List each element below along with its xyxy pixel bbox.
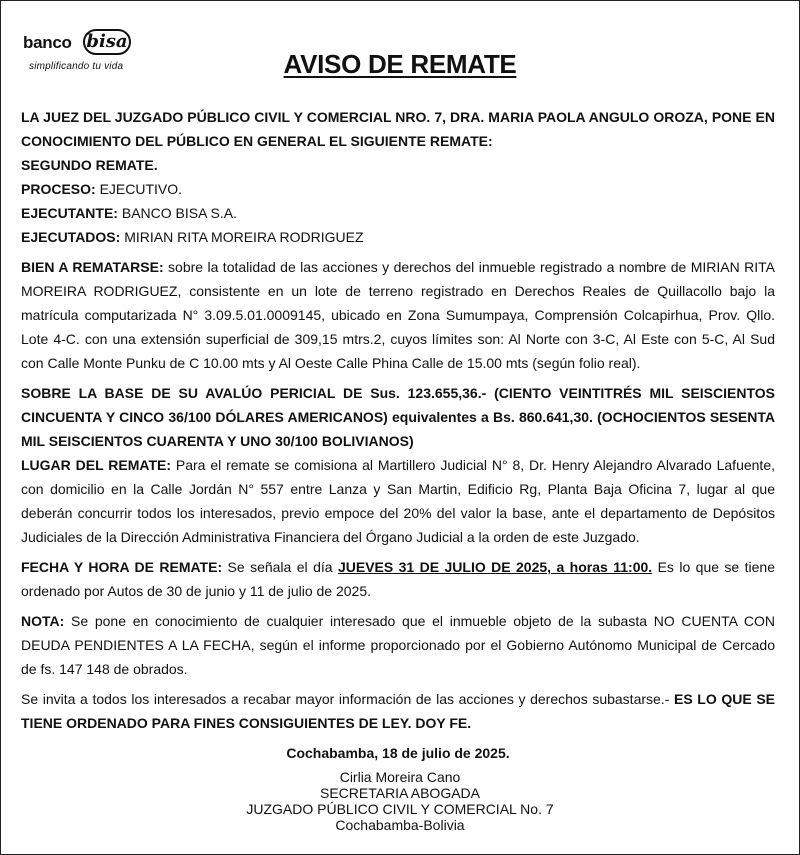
logo-badge: bisa: [83, 29, 131, 55]
notice-title-text: AVISO DE REMATE: [283, 49, 517, 79]
signature-role: SECRETARIA ABOGADA: [319, 785, 480, 801]
signature-city: Cochabamba-Bolivia: [335, 817, 465, 833]
field-ejecutados: [21, 225, 775, 249]
intro-paragraph: LA JUEZ DEL JUZGADO PÚBLICO CIVIL Y COMERCIAL NRO. 7, DRA. MARIA PAOLA ANGULO OROZA, PONE EN CONOCIMIENTO DEL PÚBLICO EN GENERAL EL SIGUIENTE REMATE:: [21, 109, 775, 149]
fecha-label: FECHA Y HORA DE REMATE:: [21, 559, 223, 575]
field-label: EJECUTADOS:: [21, 229, 121, 245]
lugar-label: LUGAR DEL REMATE:: [21, 457, 172, 473]
base-paragraph: SOBRE LA BASE DE SU AVALÚO PERICIAL DE Sus. 123.655,36.- (CIENTO VEINTITRÉS MIL SEISCIENTOS CINCUENTA Y CINCO 36/100 DÓLARES AMERICANOS) equivalentes a Bs. 860.641,30. (OCHOCIENTOS SESENTA MIL SEISCIENTOS CUARENTA Y UNO 30/100 BOLIVIANOS): [21, 385, 775, 449]
logo-tagline: simplificando tu vida: [29, 61, 124, 72]
place-date: Cochabamba, 18 de julio de 2025.: [286, 745, 510, 761]
invita-text: Se invita a todos los interesados a recabar mayor información de las acciones y derechos subastarse.-: [21, 691, 674, 707]
lugar-paragraph: [21, 453, 775, 549]
fecha-pre: Se señala el día: [222, 559, 338, 575]
nota-paragraph: [21, 609, 775, 681]
logo-word: banco: [23, 33, 72, 52]
notice-body: [21, 105, 775, 765]
fecha-paragraph: [21, 555, 775, 603]
nota-text: Se pone en conocimiento de cualquier interesado que el inmueble objeto de la subasta NO CUENTA CON DEUDA PENDIENTES A LA FECHA, según el informe proporcionado por el Gobierno Autónomo Municipal de Cercado de fs. 147 148 de obrados.: [21, 613, 775, 677]
invita-paragraph: [21, 687, 775, 735]
signature-name: Cirlia Moreira Cano: [339, 769, 461, 785]
fecha-highlight: JUEVES 31 DE JULIO DE 2025, a horas 11:00.: [337, 559, 653, 575]
field-value: EJECUTIVO.: [95, 181, 183, 197]
notice-title: [1, 49, 799, 80]
fecha-post: Es lo que se tiene ordenado por Autos de 30 de junio y 11 de julio de 2025.: [21, 559, 776, 599]
signature-block: [1, 769, 799, 833]
lugar-text: Para el remate se comisiona al Martillero Judicial N° 8, Dr. Henry Alejandro Alvarado Lafuente, con domicilio en la Calle Jordán N° 557 entre Lanza y San Martin, Edificio Rg, Planta Baja Oficina 7, lugar al que deberán concurrir todos los interesados, previo empoce del 20% del valor la base, ante el departamento de Depósitos Judiciales de la Dirección Administrativa Financiera del Órgano Judicial a la orden de este Juzgado.: [21, 457, 775, 545]
field-proceso: [21, 177, 775, 201]
bien-text: sobre la totalidad de las acciones y derechos del inmueble registrado a nombre de MIRIAN RITA MOREIRA RODRIGUEZ, consistente en un lote de terreno registrado en Derechos Reales de Quillacollo bajo la matrícula computarizada N° 3.09.5.01.0009145, ubicado en Zona Sumumpaya, Comprensión Colcapirhua, Prov. Qllo. Lote 4-C. con una extensión superficial de 309,15 mtrs.2, cuyos límites son: Al Norte con 3-C, Al Este con 5-C, Al Sud con Calle Monte Punku de C 10.00 mts y Al Oeste Calle Phina Calle de 15.00 mts (según folio real).: [21, 259, 775, 371]
field-label: PROCESO:: [21, 181, 96, 197]
field-value: MIRIAN RITA MOREIRA RODRIGUEZ: [120, 229, 364, 245]
field-value: BANCO BISA S.A.: [117, 205, 238, 221]
bien-paragraph: [21, 255, 775, 375]
invita-bold: ES LO QUE SE TIENE ORDENADO PARA FINES CONSIGUIENTES DE LEY. DOY FE.: [21, 691, 775, 731]
nota-label: NOTA:: [21, 613, 65, 629]
bien-label: BIEN A REMATARSE:: [21, 259, 164, 275]
field-label: EJECUTANTE:: [21, 205, 118, 221]
signature-court: JUZGADO PÚBLICO CIVIL Y COMERCIAL No. 7: [246, 801, 554, 817]
field-ejecutante: [21, 201, 775, 225]
remate-type: SEGUNDO REMATE.: [21, 157, 158, 173]
